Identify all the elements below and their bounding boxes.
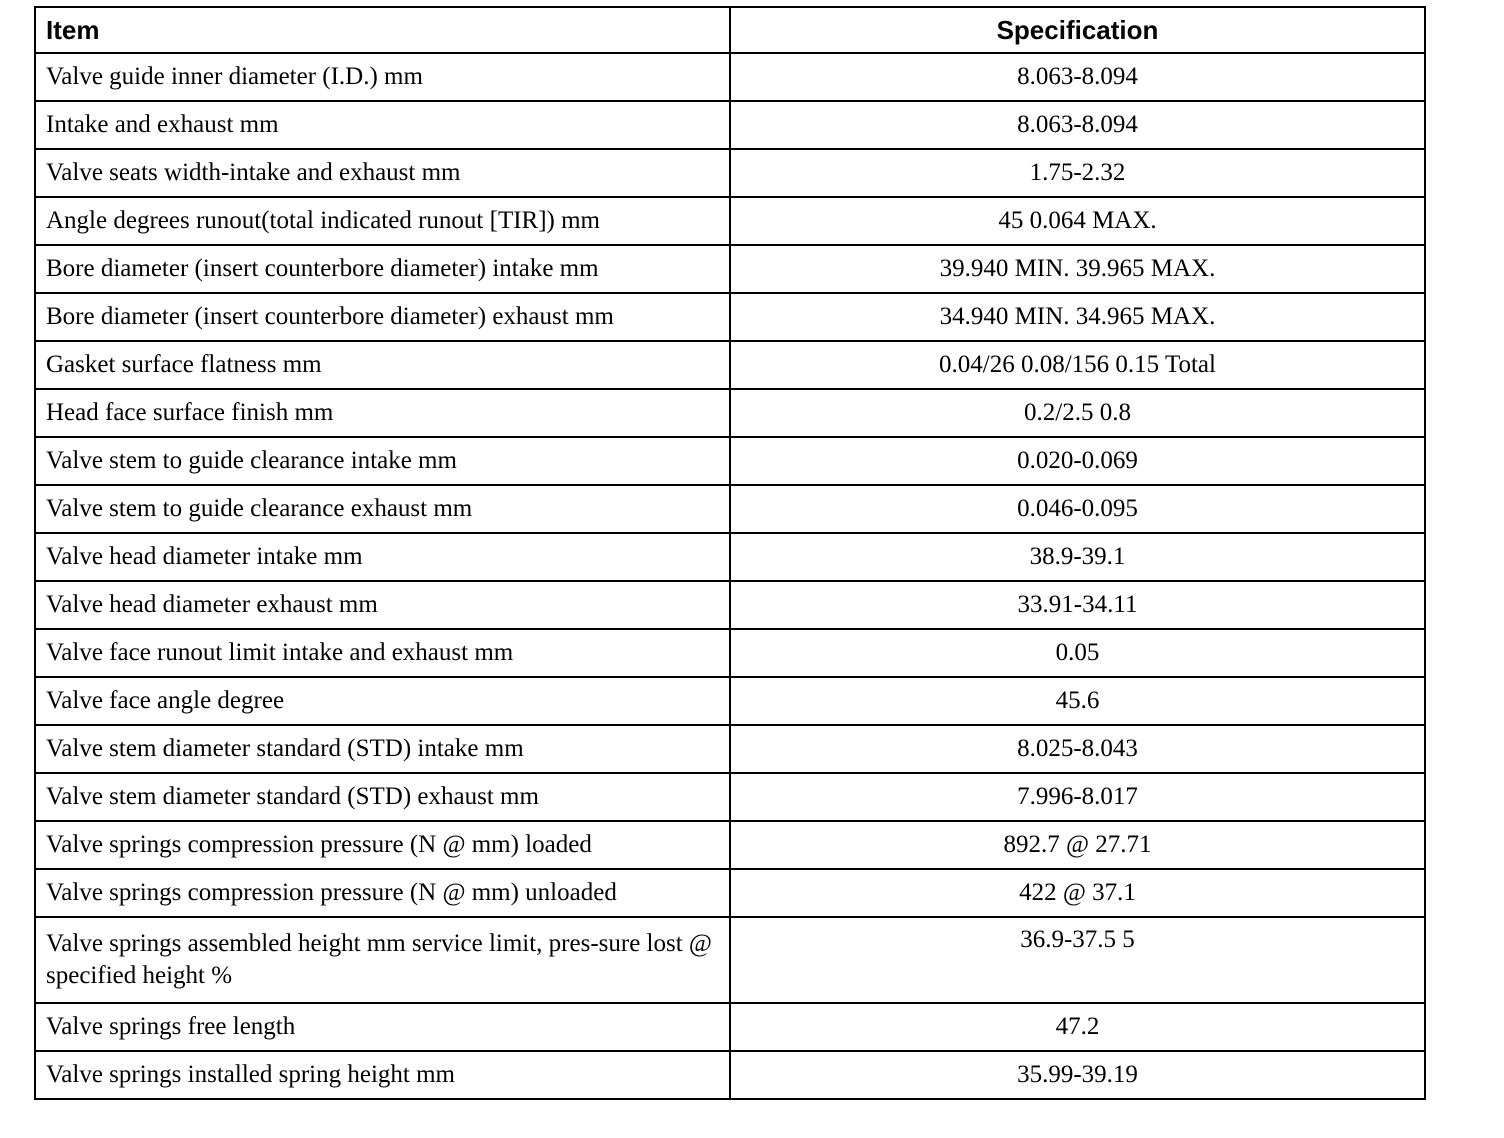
item-cell: Intake and exhaust mm: [35, 101, 730, 149]
table-row: [35, 725, 1425, 773]
spec-cell: 1.75-2.32: [730, 149, 1425, 197]
item-cell: Gasket surface flatness mm: [35, 341, 730, 389]
spec-cell: 35.99-39.19: [730, 1051, 1425, 1099]
spec-cell: 0.020-0.069: [730, 437, 1425, 485]
item-cell: Valve springs compression pressure (N @ mm) unloaded: [35, 869, 730, 917]
table-row: [35, 869, 1425, 917]
item-cell: Bore diameter (insert counterbore diameter) intake mm: [35, 245, 730, 293]
spec-cell: 8.063-8.094: [730, 101, 1425, 149]
table-row: [35, 53, 1425, 101]
table-row: [35, 341, 1425, 389]
table-row: [35, 149, 1425, 197]
item-cell: Valve guide inner diameter (I.D.) mm: [35, 53, 730, 101]
spec-cell: 38.9-39.1: [730, 533, 1425, 581]
table-row: [35, 485, 1425, 533]
spec-cell: 0.046-0.095: [730, 485, 1425, 533]
table-row: [35, 1051, 1425, 1099]
spec-cell: 34.940 MIN. 34.965 MAX.: [730, 293, 1425, 341]
table-row: [35, 581, 1425, 629]
item-cell: Valve stem to guide clearance intake mm: [35, 437, 730, 485]
item-cell: Valve stem diameter standard (STD) intake mm: [35, 725, 730, 773]
spec-cell: 8.025-8.043: [730, 725, 1425, 773]
table-row: [35, 773, 1425, 821]
item-cell: Valve head diameter intake mm: [35, 533, 730, 581]
specification-table: [34, 6, 1426, 1100]
spec-cell: 33.91-34.11: [730, 581, 1425, 629]
table-row: [35, 197, 1425, 245]
table-row: [35, 821, 1425, 869]
item-cell: Valve stem diameter standard (STD) exhaust mm: [35, 773, 730, 821]
spec-cell: 36.9-37.5 5: [730, 917, 1425, 1003]
item-cell: Valve face runout limit intake and exhaust mm: [35, 629, 730, 677]
table-row: [35, 1003, 1425, 1051]
item-cell: Valve springs compression pressure (N @ mm) loaded: [35, 821, 730, 869]
item-cell: Valve stem to guide clearance exhaust mm: [35, 485, 730, 533]
table-row: [35, 101, 1425, 149]
table-row: [35, 245, 1425, 293]
item-cell: Head face surface finish mm: [35, 389, 730, 437]
table-row: [35, 533, 1425, 581]
item-cell: Valve springs installed spring height mm: [35, 1051, 730, 1099]
spec-cell: 422 @ 37.1: [730, 869, 1425, 917]
spec-cell: 39.940 MIN. 39.965 MAX.: [730, 245, 1425, 293]
item-cell: Valve face angle degree: [35, 677, 730, 725]
table-row: [35, 677, 1425, 725]
spec-cell: 47.2: [730, 1003, 1425, 1051]
spec-cell: 45 0.064 MAX.: [730, 197, 1425, 245]
item-cell: Bore diameter (insert counterbore diameter) exhaust mm: [35, 293, 730, 341]
column-header-item: Item: [35, 7, 730, 53]
table-row: [35, 389, 1425, 437]
spec-cell: 45.6: [730, 677, 1425, 725]
table-row: [35, 437, 1425, 485]
spec-cell: 7.996-8.017: [730, 773, 1425, 821]
column-header-specification: Specification: [730, 7, 1425, 53]
table-row: [35, 917, 1425, 1003]
spec-cell: 8.063-8.094: [730, 53, 1425, 101]
item-cell: Valve head diameter exhaust mm: [35, 581, 730, 629]
spec-cell: 0.04/26 0.08/156 0.15 Total: [730, 341, 1425, 389]
item-cell: Valve springs free length: [35, 1003, 730, 1051]
item-cell: Valve springs assembled height mm service limit, pres-sure lost @ specified height %: [35, 917, 730, 1003]
spec-cell: 0.2/2.5 0.8: [730, 389, 1425, 437]
spec-cell: 892.7 @ 27.71: [730, 821, 1425, 869]
spec-cell: 0.05: [730, 629, 1425, 677]
table-row: [35, 293, 1425, 341]
item-cell: Valve seats width-intake and exhaust mm: [35, 149, 730, 197]
item-cell: Angle degrees runout(total indicated runout [TIR]) mm: [35, 197, 730, 245]
table-row: [35, 629, 1425, 677]
header-row: [35, 7, 1425, 53]
